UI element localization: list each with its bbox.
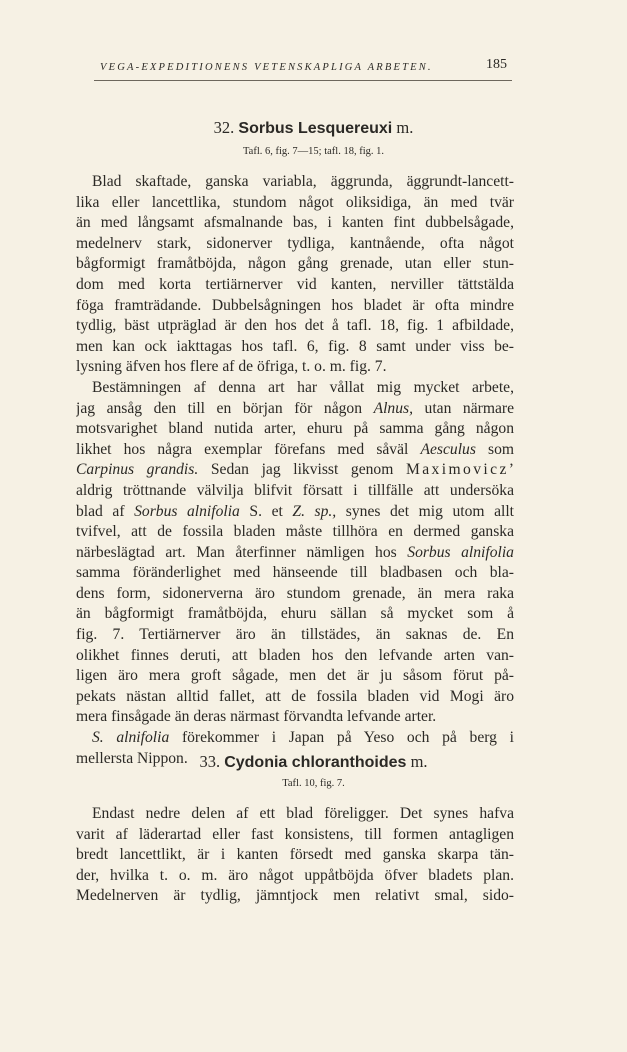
text-line: lika eller lancettlika, stundom något oliksidiga, än med tvär (76, 193, 514, 211)
text-line: fig. 7. Tertiärnerver äro än tillstädes, än saknas de. En (76, 626, 514, 644)
text-line: dom med korta tertiärnerver vid kanten, nerviller tättstälda (76, 275, 514, 293)
text-line: der, hvilka t. o. m. äro något uppåtböjda öfver bladets plan. (76, 866, 514, 884)
plate-reference-33: Tafl. 10, fig. 7. (282, 778, 345, 789)
header-rule (94, 80, 512, 81)
text-line: Carpinus grandis. Sedan jag likvisst genom Maximovicz’ (76, 461, 514, 479)
taxon-name: Carpinus grandis. (76, 461, 199, 479)
text-line: likhet hos några exemplar förefans med såväl Aesculus som (76, 440, 514, 458)
text-line: dens form, sidonerverna äro stundom grenade, än mera raka (76, 584, 514, 602)
text-line: föga framträdande. Dubbelsågningen hos bladet är ofta mindre (76, 296, 514, 314)
text-line: olikhet finnes deruti, att bladen hos den lefvande arten van- (76, 646, 514, 664)
text-line: lysning äfven hos flere af de öfriga, t. o. m. fig. 7. (76, 358, 387, 376)
species-author: m. (410, 752, 428, 771)
page-number: 185 (486, 57, 507, 72)
species-heading-32 (0, 118, 627, 138)
text-line: Medelnerven är tydlig, jämntjock men relativt smal, sido- (76, 887, 514, 905)
text-line: aldrig tröttnande välvilja blifvit försatt i tillfälle att undersöka (76, 481, 514, 499)
text-line: ligen äro mera groft sågade, men det är ju såsom förut på- (76, 667, 514, 685)
text-line: medelnerv stark, sidonerver tydliga, kantnående, ofta något (76, 234, 514, 252)
taxon-name: Alnus, (373, 399, 413, 417)
text-line: men kan ock iakttagas hos tafl. 6, fig. 8 samt under viss be- (76, 337, 514, 355)
paragraph-32-description (76, 172, 514, 769)
text-line: Blad skaftade, ganska variabla, äggrunda, äggrundt-lancett- (92, 173, 514, 190)
taxon-name: Sorbus alnifolia (407, 543, 514, 561)
paragraph-33-description (76, 804, 514, 907)
text-line: än bågformigt framåtböjda, ehuru sällan så mycket som å (76, 605, 514, 623)
text-line: mellersta Nippon. (76, 749, 188, 767)
text-line: tydlig, bäst utpräglad är den hos det å tafl. 18, fig. 1 afbildade, (76, 317, 514, 335)
species-number: 33. (199, 752, 221, 771)
text-line: samma föränderlighet med hänseende till bladbasen och bla- (76, 564, 514, 582)
text-line: än med långsamt afsmalnande bas, i kanten fint dubbelsågade, (76, 214, 514, 232)
text-line: bågformigt framåtböjda, någon gång grenade, utan eller stun- (76, 255, 514, 273)
text-line: Endast nedre delen af ett blad föreligger. Det synes hafva (92, 805, 514, 822)
text-line: tvifvel, att de fossila bladen måste tillhöra en dermed ganska (76, 523, 514, 541)
text-line: blad af Sorbus alnifolia S. et Z. sp., synes det mig utom allt (76, 502, 514, 520)
text-line: pekats nästan alltid fallet, att de fossila bladen vid Mogi äro (76, 687, 514, 705)
text-line: jag ansåg den till en början för någon Alnus, utan närmare (76, 399, 514, 417)
species-name: Sorbus Lesquereuxi (238, 120, 393, 137)
text-line: motsvarighet bland nutida arter, ehuru på samma gång någon (76, 420, 514, 438)
text-line: bredt lancettlikt, är i kanten försedt med ganska skarpa tän- (76, 846, 514, 864)
species-number: 32. (213, 118, 235, 137)
species-author: m. (396, 118, 414, 137)
text-line: Bestämningen af denna art har vållat mig mycket arbete, (92, 378, 514, 396)
author-name: Maximovicz (405, 461, 509, 479)
text-line: närbeslägtad art. Man återfinner nämligen hos Sorbus alnifolia (76, 543, 514, 561)
text-line: mera finsågade än deras närmast förvandta lefvande arter. (76, 708, 437, 726)
taxon-name: Sorbus alnifolia (134, 502, 240, 520)
text-line: varit af läderartad eller fast konsistens, till formen antagligen (76, 825, 514, 843)
species-name: Cydonia chloranthoides (224, 754, 407, 771)
text-line: S. alnifolia förekommer i Japan på Yeso och på berg i (92, 729, 514, 747)
running-head: VEGA-EXPEDITIONENS VETENSKAPLIGA ARBETEN. (100, 62, 433, 73)
plate-reference-32: Tafl. 6, fig. 7—15; tafl. 18, fig. 1. (243, 146, 384, 157)
species-heading-33 (0, 752, 627, 772)
taxon-name: Aesculus (420, 440, 476, 458)
taxon-name: S. alnifolia (92, 729, 170, 747)
